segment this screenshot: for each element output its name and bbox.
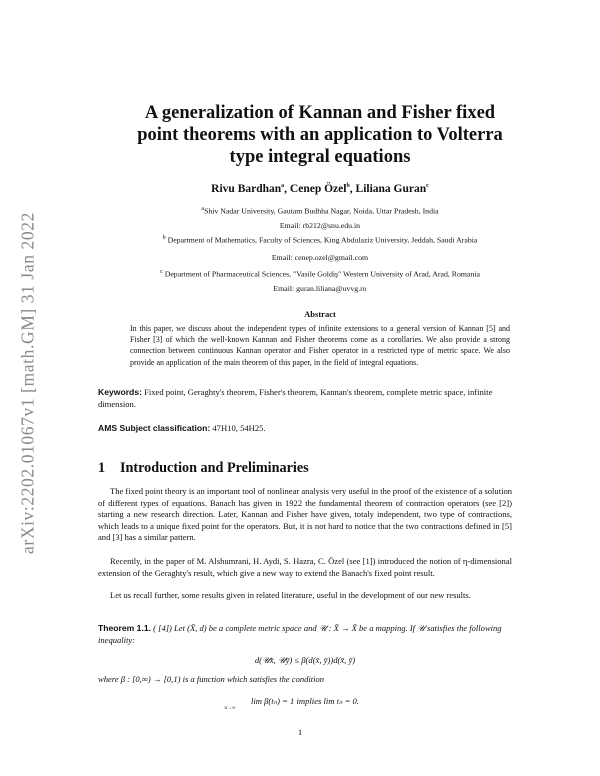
- section-heading: [98, 460, 309, 477]
- equation-inequality: d(𝒰x̄, 𝒰ȳ) ≤ β(d(x̄, ȳ))d(x̄, ȳ): [254, 655, 356, 665]
- theorem-label: Theorem 1.1.: [98, 623, 152, 633]
- author-3: Liliana Guran: [355, 183, 427, 195]
- page-number: 1: [297, 727, 303, 737]
- paragraph-1: The fixed point theory is an important tool of nonlinear analysis very useful in the proof of the existence of a solution of different types of equations. Banach has given in 1922 the fundamental theorem of contraction operators (see [2]) starting a new research direction. Later, Kannan and Fisher have given, totaly independent, two type of contractions, which leads to a unique fixed point for the operators. But, it is not hard to notice that the two contractions defined in [5] and [3] has a similar pattern.: [98, 486, 512, 543]
- title-line-2: point theorems with an application to Volterra: [137, 125, 503, 145]
- ams-classification: [98, 423, 512, 433]
- keywords: [98, 386, 512, 411]
- affiliation-sup: c: [160, 269, 163, 275]
- paper-title: [70, 102, 570, 168]
- affiliation-email: Email: guran.liliana@uvvg.ro: [273, 283, 367, 293]
- affiliation-c: [70, 260, 570, 295]
- keywords-text: Fixed point, Geraghty's theorem, Fisher's theorem, Kannan's theorem, complete metric space, infinite dimension.: [98, 387, 493, 410]
- affiliation-text: Shiv Nadar University, Gautam Budhha Nagar, Noida, Uttar Pradesh, India: [204, 206, 439, 216]
- author-separator: ,: [284, 183, 290, 195]
- title-line-3: type integral equations: [229, 147, 411, 167]
- limit-subscript: n→∞: [224, 706, 236, 711]
- keywords-label: Keywords:: [98, 387, 142, 397]
- paragraph-2: Recently, in the paper of M. Alshumrani, H. Aydi, S. Hazra, C. Özel (see [1]) introduced the notion of η-dimensional extension of the Geraghty's result, which give a new way to extend the Banach's fixed point result.: [98, 556, 512, 578]
- section-title: Introduction and Preliminaries: [120, 460, 309, 476]
- author-1: Rivu Bardhan: [211, 183, 282, 195]
- ams-text: 47H10, 54H25.: [210, 423, 266, 433]
- author-2-sup: b: [346, 183, 350, 190]
- author-1-sup: a: [281, 183, 285, 190]
- affiliation-b: [70, 228, 570, 264]
- author-separator: ,: [349, 183, 356, 195]
- author-list: [70, 183, 570, 195]
- abstract-heading: Abstract: [304, 309, 336, 319]
- affiliation-text: Department of Mathematics, Faculty of Sciences, King Abdulaziz University, Jeddah, Saudi Arabia: [167, 235, 478, 245]
- affiliation-text: Department of Pharmaceutical Sciences, "Vasile Goldiş" Western University of Arad, Arad, Romania: [164, 269, 480, 279]
- theorem-1-1: [98, 623, 512, 646]
- arxiv-stamp: [14, 168, 42, 598]
- where-clause: where β : [0,∞) → [0,1) is a function which satisfies the condition: [98, 674, 325, 684]
- affiliation-sup: b: [162, 235, 166, 241]
- section-number: 1: [98, 460, 106, 476]
- paragraph-3: Let us recall further, some results given in related literature, useful in the development of our new results.: [110, 590, 471, 600]
- arxiv-stamp-text: arXiv:2202.01067v1 [math.GM] 31 Jan 2022: [17, 212, 38, 554]
- author-2: Cenep Özel: [289, 183, 347, 195]
- theorem-text: ( [4]) Let (X̄, d) be a complete metric space and 𝒰 : X̄ → X̄ be a mapping. If 𝒰 satisfies the following inequality:: [98, 623, 502, 645]
- author-3-sup: c: [426, 183, 429, 190]
- ams-label: AMS Subject classification:: [98, 423, 211, 433]
- abstract-body: In this paper, we discuss about the independent types of infinite extensions to a general version of Kannan [5] and Fisher [3] of which the well-known Kannan and Fisher theorems come as a corollaries. We also provide a strong connection between continuous Kannan operator and Fisher operator in a restricted type of metric space. We also provide an application of the main theorem of this paper, in the field of integral equations.: [130, 324, 510, 367]
- title-line-1: A generalization of Kannan and Fisher fixed: [144, 103, 496, 123]
- affiliation-email: Email: rb212@snu.edu.in: [279, 220, 361, 230]
- equation-limit: [98, 696, 512, 711]
- affiliation-email: Email: cenep.ozel@gmail.com: [271, 252, 369, 262]
- affiliation-sup: a: [201, 206, 205, 212]
- equation-limit-text: lim β(tₙ) = 1 implies lim tₙ = 0.: [251, 696, 359, 706]
